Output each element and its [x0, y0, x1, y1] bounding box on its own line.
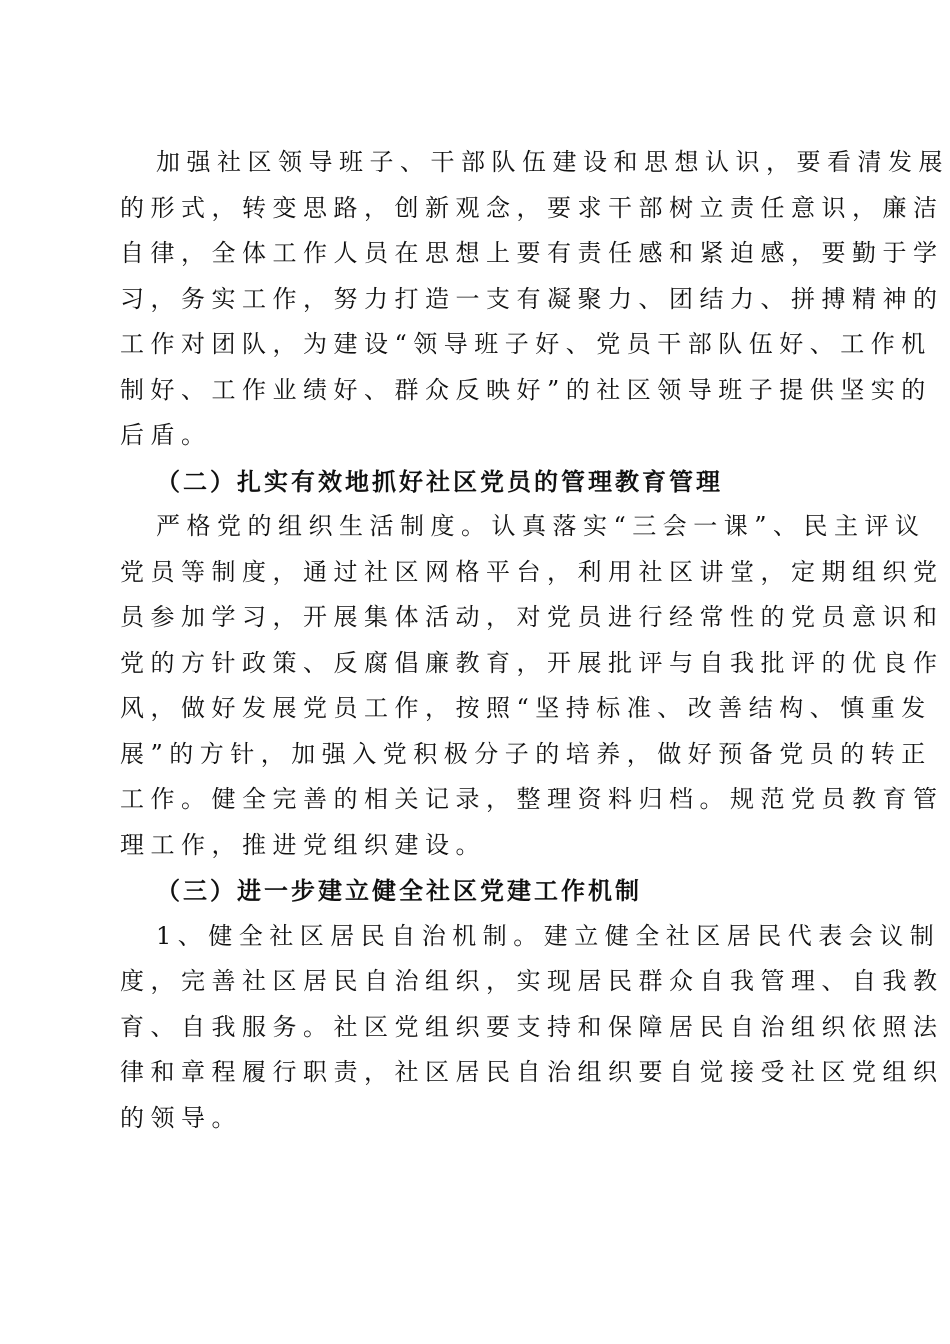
- paragraph-party-education: [120, 504, 944, 868]
- text-line: 党的方针政策、反腐倡廉教育，开展批评与自我批评的优良作: [120, 648, 944, 677]
- document-body: [120, 140, 949, 1141]
- section-heading-3: （三）进一步建立健全社区党建工作机制: [156, 876, 642, 905]
- text-line: 育、自我服务。社区党组织要支持和保障居民自治组织依照法: [120, 1012, 944, 1041]
- text-line: 员参加学习，开展集体活动，对党员进行经常性的党员意识和: [120, 603, 944, 631]
- text-line: 党员等制度，通过社区网格平台，利用社区讲堂，定期组织党: [120, 557, 944, 586]
- text-line: 后盾。: [120, 421, 212, 449]
- text-line: 自律，全体工作人员在思想上要有责任感和紧迫感，要勤于学: [120, 239, 944, 267]
- paragraph-self-governance: [120, 914, 944, 1142]
- section-heading-2: （二）扎实有效地抓好社区党员的管理教育管理: [156, 466, 723, 496]
- text-line: 严格党的组织生活制度。认真落实“三会一课”、民主评议: [156, 512, 926, 540]
- text-line: 风，做好发展党员工作，按照“坚持标准、改善结构、慎重发: [120, 694, 932, 722]
- paragraph-leadership: [120, 140, 949, 459]
- text-line: 理工作，推进党组织建设。: [120, 830, 486, 859]
- text-line: 习，务实工作，努力打造一支有凝聚力、团结力、拼搏精神的: [120, 284, 944, 313]
- text-line: 加强社区领导班子、干部队伍建设和思想认识，要看清发展: [156, 148, 949, 176]
- text-line: 的形式，转变思路，创新观念，要求干部树立责任意识，廉洁: [120, 193, 944, 222]
- text-line: 度，完善社区居民自治组织，实现居民群众自我管理、自我教: [120, 967, 944, 995]
- text-line: 工作。健全完善的相关记录，整理资料归档。规范党员教育管: [120, 785, 944, 813]
- text-line: 工作对团队，为建设“领导班子好、党员干部队伍好、工作机: [120, 330, 932, 358]
- text-line: 展”的方针，加强入党积极分子的培养，做好预备党员的转正: [120, 739, 932, 768]
- text-line: 律和章程履行职责，社区居民自治组织要自觉接受社区党组织: [120, 1058, 944, 1086]
- text-line: 制好、工作业绩好、群众反映好”的社区领导班子提供坚实的: [120, 375, 932, 404]
- text-line: 的领导。: [120, 1103, 242, 1132]
- text-line: 1、健全社区居民自治机制。建立健全社区居民代表会议制: [156, 921, 941, 950]
